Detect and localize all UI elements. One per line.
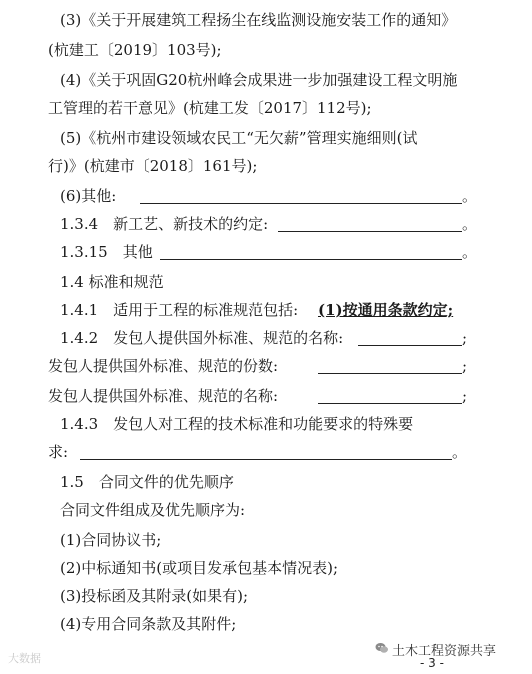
period-mark: 。 <box>462 243 478 261</box>
clause-1-3-4-label: 1.3.4 新工艺、新技术的约定: <box>60 215 269 233</box>
reference-item-3-number: (杭建工〔2019〕103号); <box>48 41 222 59</box>
reference-item-4: (4)《关于巩固G20杭州峰会成果进一步加强建设工程文明施 <box>60 71 458 89</box>
text-line <box>0 412 532 436</box>
section-1-5-heading: 1.5 合同文件的优先顺序 <box>60 473 234 491</box>
semicolon-mark: ; <box>462 329 468 347</box>
text-line <box>0 528 532 552</box>
text-line <box>0 470 532 494</box>
reference-item-4-cont: 工管理的若干意见》(杭建工发〔2017〕112号); <box>48 99 372 117</box>
brand-name: 土木工程资源共享 <box>392 644 497 659</box>
text-line <box>0 154 532 178</box>
reference-item-6-label: (6)其他: <box>60 187 117 205</box>
reference-item-3: (3)《关于开展建筑工程扬尘在线监测设施安装工作的通知》 <box>60 11 457 29</box>
watermark-text: 大数据 <box>8 652 41 665</box>
page-number: - 3 - <box>420 656 444 670</box>
clause-1-4-2-label: 1.4.2 发包人提供国外标准、规范的名称: <box>60 329 344 347</box>
semicolon-mark: ; <box>462 387 468 405</box>
clause-1-4-1-value: (1)按通用条款约定; <box>318 301 454 319</box>
reference-item-5-cont: 行)》(杭建市〔2018〕161号); <box>48 157 258 175</box>
fill-blank-line[interactable] <box>80 459 452 460</box>
priority-item-2: (2)中标通知书(或项目发承包基本情况表); <box>60 559 339 577</box>
priority-intro: 合同文件组成及优先顺序为: <box>60 501 246 519</box>
text-line <box>0 354 532 378</box>
text-line <box>0 498 532 522</box>
text-line <box>0 298 532 322</box>
period-mark: 。 <box>452 443 468 461</box>
fill-blank-line[interactable] <box>160 259 462 260</box>
semicolon-mark: ; <box>462 357 468 375</box>
text-line <box>0 126 532 150</box>
foreign-standard-name-label: 发包人提供国外标准、规范的名称: <box>48 387 279 405</box>
fill-blank-line[interactable] <box>318 373 462 374</box>
text-line <box>0 96 532 120</box>
text-line <box>0 184 532 208</box>
clause-1-4-3-label: 1.4.3 发包人对工程的技术标准和功能要求的特殊要 <box>60 415 414 433</box>
clause-1-4-1-label: 1.4.1 适用于工程的标准规范包括: <box>60 301 299 319</box>
text-line <box>0 384 532 408</box>
fill-blank-line[interactable] <box>140 203 462 204</box>
priority-item-4: (4)专用合同条款及其附件; <box>60 615 237 633</box>
text-line <box>0 212 532 236</box>
text-line <box>0 326 532 350</box>
reference-item-5: (5)《杭州市建设领域农民工“无欠薪”管理实施细则(试 <box>60 129 418 147</box>
priority-item-1: (1)合同协议书; <box>60 531 162 549</box>
priority-item-3: (3)投标函及其附录(如果有); <box>60 587 249 605</box>
text-line <box>0 440 532 464</box>
fill-blank-line[interactable] <box>358 345 462 346</box>
text-line <box>0 612 532 636</box>
clause-1-4-3-cont: 求: <box>48 443 69 461</box>
text-line <box>0 68 532 92</box>
foreign-standard-copies-label: 发包人提供国外标准、规范的份数: <box>48 357 279 375</box>
text-line <box>0 556 532 580</box>
wechat-icon <box>375 641 389 655</box>
period-mark: 。 <box>462 215 478 233</box>
clause-1-3-15-label: 1.3.15 其他 <box>60 243 153 261</box>
fill-blank-line[interactable] <box>278 231 462 232</box>
text-line <box>0 8 532 32</box>
text-line <box>0 38 532 62</box>
text-line <box>0 584 532 608</box>
text-line <box>0 270 532 294</box>
text-line <box>0 240 532 264</box>
fill-blank-line[interactable] <box>318 403 462 404</box>
period-mark: 。 <box>462 187 478 205</box>
section-1-4-heading: 1.4 标准和规范 <box>60 273 164 291</box>
